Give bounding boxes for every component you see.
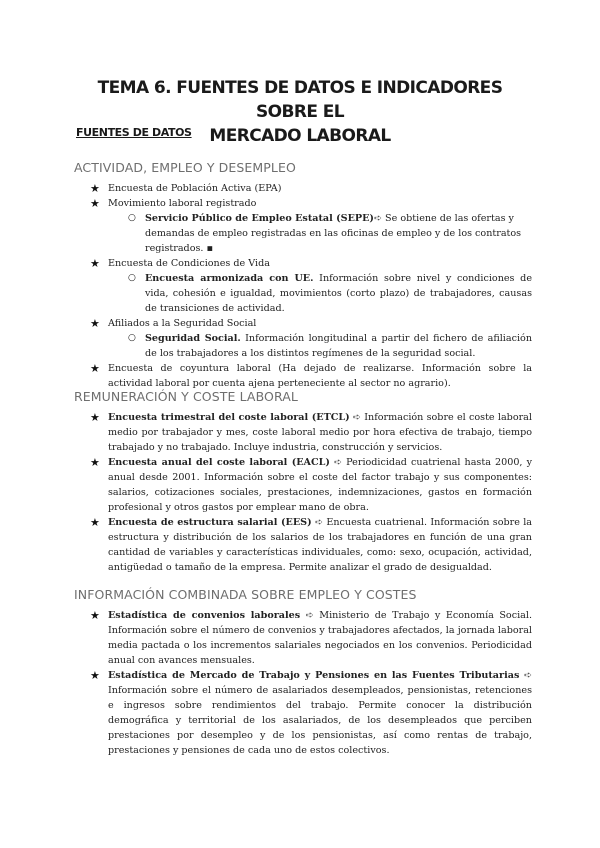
star-bullet-icon: ★ (90, 257, 100, 270)
list-item: ★ Encuesta de Población Activa (EPA) (90, 182, 282, 195)
list-item: ★ Encuesta anual del coste laboral (EACL) ➪ Periodicidad cuatrienal hasta 2000, y anual desde 2001. Información sobre el coste del factor trabajo y sus componentes: salarios, cotizaciones sociales, prestaciones, indemnizaciones, gastos en formación profesional y otros gastos por emplear mano de obra. (90, 456, 532, 513)
arrow-icon: ➪ (352, 412, 361, 423)
section-list-actividad (0, 181, 600, 391)
arrow-icon: ➪ (314, 517, 324, 528)
section-heading-combinada: INFORMACIÓN COMBINADA SOBRE EMPLEO Y COSTES (74, 587, 417, 602)
star-bullet-icon: ★ (90, 456, 100, 469)
star-bullet-icon: ★ (90, 197, 100, 210)
section-heading-actividad: ACTIVIDAD, EMPLEO Y DESEMPLEO (74, 160, 296, 175)
section-list-combinada (0, 608, 600, 758)
star-bullet-icon: ★ (90, 609, 100, 622)
arrow-icon: ➪ (373, 213, 382, 224)
list-item: ★ Encuesta trimestral del coste laboral (ETCL) ➪ Información sobre el coste laboral medio por trabajador y mes, coste laboral medio por hora efectiva de trabajo, tiempo trabajado y no trabajado. Incluye industria, construcción y servicios. (90, 411, 532, 453)
list-item: ★ Encuesta de coyuntura laboral (Ha dejado de realizarse. Información sobre la actividad laboral por cuenta ajena perteneciente al sector no agrario). (90, 362, 532, 389)
circle-bullet-icon: ○ (128, 333, 136, 343)
list-item: ★ Estadística de convenios laborales ➪ Ministerio de Trabajo y Economía Social. Información sobre el número de convenios y trabajadores afectados, la jornada laboral media pactada o los incrementos salariales negociados en los convenios. Periodicidad anual con avances mensuales. (90, 609, 532, 666)
title-line-2: MERCADO LABORAL (209, 126, 391, 146)
list-item: ★ Estadística de Mercado de Trabajo y Pensiones en las Fuentes Tributarias ➪ Información sobre el número de asalariados desempleados, pensionistas, retenciones e ingresos sobre rendimientos del trabajo. Permite conocer la distribución demográfica y territorial de los asalariados, de los desempleados que perciben prestaciones por desempleo y de los pensionistas, así como rentas de trabajo, prestaciones y pensiones de cada uno de estos colectivos. (90, 669, 532, 756)
section-heading-remuneracion: REMUNERACIÓN Y COSTE LABORAL (74, 389, 298, 404)
star-bullet-icon: ★ (90, 362, 100, 375)
star-bullet-icon: ★ (90, 669, 100, 682)
list-item: ★ Afiliados a la Seguridad Social (90, 317, 257, 330)
star-bullet-icon: ★ (90, 411, 100, 424)
arrow-icon: ➪ (305, 610, 314, 621)
star-bullet-icon: ★ (90, 317, 100, 330)
title-line-1: TEMA 6. FUENTES DE DATOS E INDICADORES SOBRE EL (97, 78, 503, 122)
circle-bullet-icon: ○ (128, 273, 136, 283)
subtitle: FUENTES DE DATOS (76, 126, 192, 139)
list-item: ○ Servicio Público de Empleo Estatal (SEPE)➪ Se obtiene de las ofertas y demandas de empleo registradas en las oficinas de empleo y de los contratos registrados. ▪ (128, 213, 522, 254)
section-list-remuneracion (0, 410, 600, 575)
list-item: ★ Movimiento laboral registrado (90, 197, 257, 210)
arrow-icon: ➪ (334, 457, 343, 468)
star-bullet-icon: ★ (90, 516, 100, 529)
list-item: ○ Encuesta armonizada con UE. Información sobre nivel y condiciones de vida, cohesión e igualdad, movimientos (corto plazo) de trabajadores, causas de transiciones de actividad. (128, 273, 532, 314)
list-item: ★ Encuesta de Condiciones de Vida (90, 257, 270, 270)
list-item: ○ Seguridad Social. Información longitudinal a partir del fichero de afiliación de los trabajadores a los distintos regímenes de la seguridad social. (128, 333, 532, 359)
star-bullet-icon: ★ (90, 182, 100, 195)
arrow-icon: ➪ (523, 670, 532, 681)
list-item: ★ Encuesta de estructura salarial (EES) ➪ Encuesta cuatrienal. Información sobre la estructura y distribución de los salarios de los trabajadores en función de una gran cantidad de variables y características individuales, como: sexo, ocupación, actividad, antigüedad o tamaño de la empresa. Permite analizar el grado de desigualdad. (90, 516, 532, 573)
circle-bullet-icon: ○ (128, 213, 136, 223)
